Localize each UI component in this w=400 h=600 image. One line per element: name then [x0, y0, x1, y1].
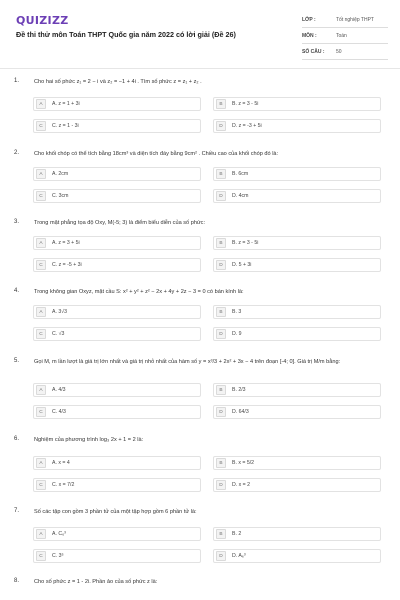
option-letter: A — [36, 385, 46, 395]
option-b[interactable] — [213, 527, 381, 541]
question-number: 2. — [14, 150, 20, 156]
question-text: Số các tập con gồm 3 phần tử của một tập hợp gồm 6 phần tử là: — [34, 509, 197, 515]
option-d[interactable] — [213, 327, 381, 341]
option-text: C. 3cm — [52, 193, 69, 199]
option-b[interactable] — [213, 167, 381, 181]
option-letter: D — [216, 480, 226, 490]
option-b[interactable] — [213, 97, 381, 111]
option-text: B. x = 5/2 — [232, 460, 255, 466]
option-b[interactable] — [213, 383, 381, 397]
meta-class-key: LỚP : — [302, 16, 316, 23]
meta-subject-key: MÔN : — [302, 32, 317, 39]
option-letter: A — [36, 238, 46, 248]
option-letter: B — [216, 307, 226, 317]
meta-count-key: SỐ CÂU : — [302, 48, 325, 55]
question-number: 1. — [14, 78, 20, 84]
option-letter: B — [216, 238, 226, 248]
option-d[interactable] — [213, 258, 381, 272]
question-number: 7. — [14, 508, 20, 514]
option-letter: D — [216, 191, 226, 201]
option-letter: C — [36, 551, 46, 561]
option-letter: B — [216, 385, 226, 395]
question-text: Cho hai số phức z₁ = 2 − i và z₂ = −1 + 4i . Tìm số phức z = z₁ + z₂ . — [34, 79, 202, 85]
meta-count-row — [302, 44, 388, 60]
meta-subject-value: Toán — [336, 32, 347, 39]
option-d[interactable] — [213, 478, 381, 492]
question-number: 5. — [14, 358, 20, 364]
option-c[interactable] — [33, 258, 201, 272]
option-letter: C — [36, 191, 46, 201]
option-letter: A — [36, 99, 46, 109]
option-text: C. 3⁶ — [52, 553, 64, 559]
option-text: C. x = 7/2 — [52, 482, 75, 488]
option-a[interactable] — [33, 527, 201, 541]
header-divider — [0, 68, 400, 69]
option-letter: B — [216, 458, 226, 468]
meta-class-value: Tốt nghiệp THPT — [336, 16, 374, 23]
option-b[interactable] — [213, 236, 381, 250]
option-text: D. 5 + 3i — [232, 262, 252, 268]
option-text: D. 4cm — [232, 193, 249, 199]
worksheet-meta — [302, 12, 388, 60]
option-letter: A — [36, 529, 46, 539]
question-number: 6. — [14, 436, 20, 442]
option-letter: B — [216, 169, 226, 179]
option-letter: D — [216, 551, 226, 561]
option-letter: D — [216, 121, 226, 131]
option-text: A. 2cm — [52, 171, 69, 177]
option-letter: A — [36, 458, 46, 468]
option-c[interactable] — [33, 189, 201, 203]
question-text: Cho khối chóp có thể tích bằng 18cm³ và diện tích đáy bằng 9cm² . Chiều cao của khối chóp đó là: — [34, 151, 279, 157]
question-text: Cho số phức z = 1 - 2i. Phần ảo của số phức z là: — [34, 579, 158, 585]
option-b[interactable] — [213, 456, 381, 470]
question-text: Gọi M, m lần lượt là giá trị lớn nhất và giá trị nhỏ nhất của hàm số y = x³/3 + 2x² + 3x − 4 trên đoạn [-4; 0]. Giá trị M/m bằng: — [34, 359, 341, 365]
option-text: A. 3√3 — [52, 309, 67, 315]
option-d[interactable] — [213, 549, 381, 563]
option-text: D. 64/3 — [232, 409, 249, 415]
option-letter: D — [216, 329, 226, 339]
option-text: C. z = -5 + 3i — [52, 262, 82, 268]
question-number: 3. — [14, 219, 20, 225]
option-a[interactable] — [33, 97, 201, 111]
worksheet-title: Đề thi thử môn Toán THPT Quốc gia năm 2022 có lời giải (Đề 26) — [16, 30, 236, 39]
option-text: C. z = 1 - 3i — [52, 123, 79, 129]
option-letter: D — [216, 260, 226, 270]
option-text: C. 4/3 — [52, 409, 66, 415]
option-text: B. 6cm — [232, 171, 249, 177]
option-d[interactable] — [213, 189, 381, 203]
question-number: 4. — [14, 288, 20, 294]
option-text: D. z = -3 + 5i — [232, 123, 262, 129]
quizizz-logo: QUIZIZZ — [16, 14, 69, 27]
option-text: B. 3 — [232, 309, 242, 315]
option-text: A. x = 4 — [52, 460, 70, 466]
option-a[interactable] — [33, 167, 201, 181]
option-text: A. z = 1 + 3i — [52, 101, 80, 107]
option-text: B. 2 — [232, 531, 242, 537]
option-letter: D — [216, 407, 226, 417]
question-text: Trong mặt phẳng tọa độ Oxy, M(-5; 3) là điểm biểu diễn của số phức: — [34, 220, 206, 226]
option-text: A. C₆³ — [52, 531, 66, 537]
option-b[interactable] — [213, 305, 381, 319]
option-text: A. z = 3 + 5i — [52, 240, 80, 246]
option-d[interactable] — [213, 119, 381, 133]
option-text: B. z = 3 - 5i — [232, 101, 259, 107]
meta-count-value: 50 — [336, 48, 342, 55]
option-text: D. 9 — [232, 331, 242, 337]
option-text: B. 2/3 — [232, 387, 246, 393]
option-a[interactable] — [33, 383, 201, 397]
option-c[interactable] — [33, 327, 201, 341]
option-letter: A — [36, 169, 46, 179]
option-text: C. √3 — [52, 331, 65, 337]
question-number: 8. — [14, 578, 20, 584]
option-letter: B — [216, 99, 226, 109]
option-c[interactable] — [33, 405, 201, 419]
option-letter: C — [36, 260, 46, 270]
worksheet-header — [0, 0, 400, 64]
option-letter: C — [36, 329, 46, 339]
option-letter: C — [36, 480, 46, 490]
option-letter: A — [36, 307, 46, 317]
option-letter: B — [216, 529, 226, 539]
option-text: A. 4/3 — [52, 387, 66, 393]
option-a[interactable] — [33, 456, 201, 470]
meta-subject-row — [302, 28, 388, 44]
meta-class-row — [302, 12, 388, 28]
option-letter: C — [36, 121, 46, 131]
option-c[interactable] — [33, 478, 201, 492]
option-c[interactable] — [33, 549, 201, 563]
option-d[interactable] — [213, 405, 381, 419]
option-text: D. x = 2 — [232, 482, 251, 488]
question-text: Trong không gian Oxyz, mặt cầu S: x² + y² + z² − 2x + 4y + 2z − 3 = 0 có bán kính là: — [34, 289, 244, 295]
option-a[interactable] — [33, 236, 201, 250]
option-a[interactable] — [33, 305, 201, 319]
option-text: B. z = 3 - 5i — [232, 240, 259, 246]
option-text: D. A₆³ — [232, 553, 246, 559]
option-letter: C — [36, 407, 46, 417]
option-c[interactable] — [33, 119, 201, 133]
question-text: Nghiệm của phương trình log₃ 2x + 1 = 2 là: — [34, 437, 144, 443]
